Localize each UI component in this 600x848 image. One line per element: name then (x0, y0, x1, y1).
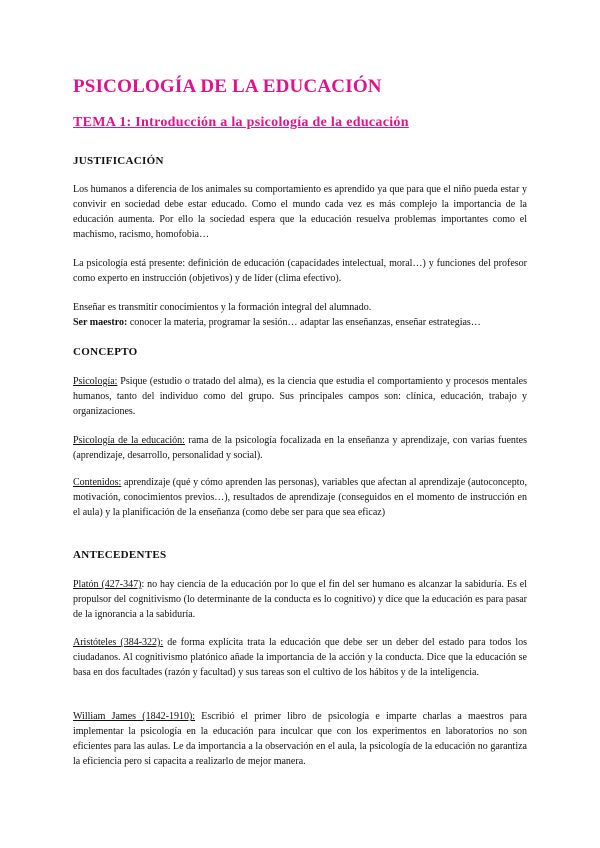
term-label: Psicología: (73, 376, 118, 387)
term-label: Platón (427-347) (73, 579, 142, 590)
section-heading-justificacion: JUSTIFICACIÓN (73, 155, 164, 167)
paragraph-justificacion-2: La psicología está presente: definición de educación (capacidades intelectual, moral…) y funciones del profesor como experto en instrucción (objetivos) y de líder (clima efectivo). (73, 258, 527, 284)
paragraph-justificacion-1: Los humanos a diferencia de los animales su comportamiento es aprendido ya que para que el niño pueda estar y convivir en sociedad debe estar educado. Como el mundo cada vez es más complejo la importancia de la educación aumenta. Por ello la sociedad espera que la educación resuelva problemas importantes como el machismo, racismo, homofobia… (73, 184, 527, 240)
paragraph-text: Psique (estudio o tratado del alma), es la ciencia que estudia el comportamiento y procesos mentales humanos, tanto del individuo como del grupo. Sus principales campos son: clínica, educación, trabajo y organizaciones. (73, 376, 527, 417)
paragraph-justificacion-3 (73, 300, 527, 330)
paragraph-text: conocer la materia, programar la sesión… adaptar las enseñanzas, enseñar estrategias… (127, 317, 481, 328)
paragraph-concepto-1 (73, 374, 527, 419)
paragraph-text: de forma explícita trata la educación que debe ser un deber del estado para todos los ciudadanos. Al cognitivismo platónico añade la importancia de la acción y la conducta. Dice que la educación se basa en dos facultades (razón y facultad) y sus tareas son el cultivo de los hábitos y de la inteligencia. (73, 637, 528, 678)
paragraph-antecedentes-1 (73, 577, 527, 622)
term-label: Aristóteles (384-322): (73, 637, 164, 648)
paragraph-text: rama de la psicología focalizada en la enseñanza y aprendizaje, con varias fuentes (aprendizaje, desarrollo, personalidad y social). (73, 435, 527, 461)
paragraph-text: Escribió el primer libro de psicología e imparte charlas a maestros para implementar la psicología en la educación para inculcar que con los experimentos en laboratorios no son eficientes para las aulas. Le da importancia a la observación en el aula, la psicología de la educación no garantiza la eficiencia pero si capacita a realizarlo de mejor manera. (73, 711, 527, 767)
paragraph-text: : no hay ciencia de la educación por lo que el fin del ser humano es alcanzar la sabiduría. Es el propulsor del cognitivismo (lo determinante de la conducta es lo cognitivo) y dice que la educación es para pasar de la ignorancia a la sabiduría. (73, 579, 528, 620)
paragraph-text: Enseñar es transmitir conocimientos y la formación integral del alumnado. (73, 302, 372, 313)
document-title: PSICOLOGÍA DE LA EDUCACIÓN (73, 76, 382, 97)
section-heading-antecedentes: ANTECEDENTES (73, 549, 167, 561)
paragraph-concepto-3 (73, 475, 527, 520)
term-label: Psicología de la educación: (73, 435, 185, 446)
term-label: Ser maestro: (73, 317, 128, 328)
paragraph-antecedentes-2 (73, 635, 527, 680)
paragraph-antecedentes-3 (73, 709, 527, 769)
term-label: Contenidos: (73, 477, 122, 488)
document-subtitle: TEMA 1: Introducción a la psicología de la educación (73, 115, 409, 130)
term-label: William James (1842-1910): (73, 711, 196, 722)
section-heading-concepto: CONCEPTO (73, 346, 138, 358)
paragraph-concepto-2 (73, 433, 527, 463)
paragraph-text: aprendizaje (qué y cómo aprenden las personas), variables que afectan al aprendizaje (autoconcepto, motivación, conocimientos previos…), resultados de aprendizaje (conseguidos en el momento de instrucción en el aula) y la planificación de la enseñanza (como debe ser para que sea eficaz) (73, 477, 527, 518)
